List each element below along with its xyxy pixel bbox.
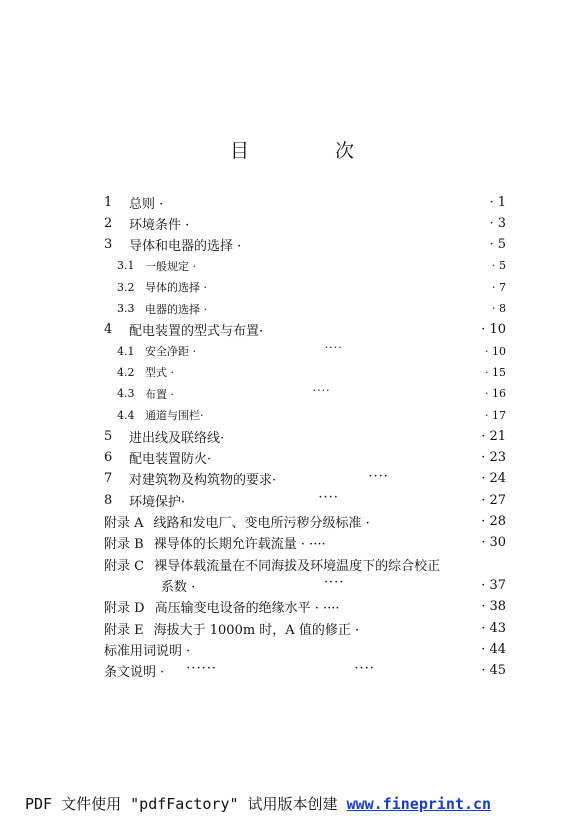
toc-entry-appendix-label: 附录 B	[104, 537, 144, 553]
toc-entry-leader	[174, 362, 482, 382]
toc-entry-page: · 15	[482, 366, 506, 379]
toc-entry[interactable]	[104, 448, 506, 468]
toc-entry-page: · 5	[482, 237, 506, 252]
toc-entry-number: 5	[104, 428, 113, 444]
toc-entry-number: 4.2	[117, 365, 135, 379]
toc-entry-leader	[359, 618, 481, 638]
toc-entry-page: · 5	[482, 259, 506, 272]
toc-entry-title: 进出线及联络线·	[129, 430, 225, 446]
toc-entry[interactable]	[117, 405, 506, 425]
toc-entry-dots: ····	[354, 660, 375, 676]
toc-entry-leader	[189, 213, 482, 233]
toc-entry-title: 裸导体的长期允许载流量 · ····	[153, 537, 326, 553]
toc-entry-dots: ····	[323, 575, 345, 591]
toc-entry-number: 6	[104, 450, 113, 466]
toc-entry-number: 4.3	[117, 387, 135, 401]
toc-entry-title: 导体的选择 ·	[145, 281, 207, 295]
toc-entry-number: 4.1	[117, 344, 135, 358]
toc-entry-page: · 3	[482, 216, 506, 231]
toc-entry-leader	[164, 661, 481, 681]
toc-entry-title: 一般规定 ·	[145, 259, 196, 273]
toc-entry-page: · 21	[481, 429, 506, 444]
toc-entry-page: · 30	[481, 535, 506, 550]
toc-entry-leader	[196, 341, 482, 361]
toc-entry[interactable]	[117, 362, 506, 382]
toc-entry-number: 2	[104, 215, 113, 231]
toc-entry-page: · 38	[481, 599, 506, 614]
footer-text: PDF 文件使用 "pdfFactory" 试用版本创建	[25, 795, 347, 813]
toc-entry-leader	[211, 448, 481, 468]
toc-entry-number: 3	[104, 237, 113, 253]
toc-entry-number: 4.4	[117, 408, 135, 422]
toc-entry[interactable]	[104, 618, 506, 638]
toc-entry[interactable]	[104, 661, 506, 681]
toc-entry-number: 8	[104, 492, 113, 508]
toc-entry-page: · 8	[482, 302, 506, 315]
toc-entry-title: 配电装置的型式与布置·	[129, 324, 264, 340]
toc-entry-title: 裸导体载流量在不同海拔及环境温度下的综合校正	[154, 558, 441, 574]
toc-entry-leader	[370, 512, 481, 532]
toc-entry-title: 配电装置防火·	[129, 452, 212, 468]
toc-entry-appendix-label: 附录 A	[104, 516, 144, 531]
toc-entry-leader	[190, 639, 481, 659]
toc-entry-number: 7	[104, 471, 113, 487]
toc-entry-page: · 10	[482, 345, 506, 358]
toc-entry-leader	[207, 277, 482, 297]
toc-entry-appendix-label: 附录 C	[104, 558, 145, 574]
toc-entry-dots: ····	[312, 383, 331, 397]
toc-entry[interactable]	[104, 512, 506, 532]
toc-entry-title: 通道与围栏·	[145, 409, 204, 422]
toc-entry-dots: ······	[186, 660, 218, 676]
toc-entry-leader	[204, 405, 483, 425]
toc-entry-page: · 27	[481, 493, 506, 508]
toc-entry-number: 3.3	[117, 302, 135, 315]
toc-entry-title: 环境保护·	[129, 494, 186, 510]
toc-entry-leader	[185, 490, 481, 510]
toc-entry-page: · 44	[481, 642, 506, 657]
toc-entry[interactable]	[104, 554, 506, 574]
toc-entry-page: · 45	[481, 663, 506, 678]
toc-entry[interactable]	[117, 341, 506, 361]
toc-entry-title: 线路和发电厂、变电所污秽分级标准 ·	[153, 516, 370, 531]
toc-entry[interactable]	[104, 426, 506, 446]
toc-entry[interactable]	[104, 213, 506, 233]
toc-entry-title: 对建筑物及构筑物的要求·	[129, 473, 277, 489]
toc-entry[interactable]	[104, 192, 506, 212]
toc-entry-appendix-label: 附录 E	[104, 622, 144, 638]
toc-entry-page: · 28	[481, 514, 506, 529]
toc-entry-number: 3.1	[117, 259, 135, 273]
toc-entry-title: 系数 ·	[161, 579, 196, 595]
toc-entry-dots: ····	[318, 490, 339, 506]
toc-entry-page: · 43	[481, 621, 506, 636]
toc-entry[interactable]	[104, 235, 506, 255]
toc-entry-leader	[196, 256, 482, 276]
toc-entry[interactable]	[104, 639, 506, 659]
toc-entry-leader	[207, 299, 482, 319]
toc-entry-leader	[440, 554, 506, 574]
toc-entry-title: 安全净距 ·	[145, 345, 196, 359]
toc-entry[interactable]	[117, 299, 506, 319]
footer-link[interactable]: www.fineprint.cn	[346, 795, 492, 813]
toc-entry-leader	[163, 192, 482, 212]
toc-entry-dots: ····	[324, 341, 343, 355]
toc-entry[interactable]	[117, 256, 506, 276]
toc-entry-page: · 7	[482, 281, 506, 294]
toc-entry-leader	[263, 320, 481, 340]
toc-entry-leader	[340, 597, 482, 617]
toc-entry-title: 型式 ·	[145, 366, 174, 380]
toc-entry-page: · 10	[481, 322, 506, 337]
toc-entry-leader	[174, 384, 482, 404]
toc-entry-number: 4	[104, 322, 113, 338]
toc-entry-title: 总则 ·	[129, 196, 164, 212]
toc-entry-page: · 16	[482, 387, 506, 400]
toc-entry[interactable]	[104, 490, 506, 510]
toc-entry-title: 导体和电器的选择 ·	[129, 239, 242, 255]
toc-entry[interactable]	[104, 320, 506, 340]
toc-entry-page: · 24	[481, 471, 506, 486]
toc-entry-title: 电器的选择 ·	[145, 302, 207, 316]
toc-entry-number: 1	[104, 194, 113, 210]
toc-title: 目 次	[229, 140, 395, 162]
toc-entry[interactable]	[117, 277, 506, 297]
toc-entry-title: 条文说明 ·	[104, 665, 165, 681]
toc-entry-title: 高压输变电设备的绝缘水平 · ····	[154, 601, 340, 617]
toc-entry-page: · 17	[482, 409, 506, 422]
toc-entry[interactable]	[104, 597, 506, 617]
toc-entry-leader	[276, 469, 481, 489]
pdf-footer	[25, 793, 491, 814]
toc-entry-leader	[195, 575, 481, 595]
toc-entry[interactable]	[104, 469, 506, 489]
toc-entry-title: 布置 ·	[145, 387, 174, 401]
toc-entry-dots: ····	[368, 468, 389, 484]
toc-entry-page: · 1	[482, 195, 506, 210]
toc-entry-page: · 23	[481, 450, 506, 465]
toc-entry-appendix-label: 附录 D	[104, 601, 145, 617]
toc-entry-page: · 37	[481, 578, 506, 593]
toc-entry[interactable]	[104, 533, 506, 553]
toc-entry-leader	[224, 426, 481, 446]
toc-entry-leader	[326, 533, 482, 553]
toc-entry[interactable]	[117, 384, 506, 404]
toc-entry-number: 3.2	[117, 280, 135, 294]
toc-entry[interactable]	[161, 575, 506, 595]
toc-entry-title: 海拔大于 1000m 时，A 值的修正 ·	[153, 622, 360, 638]
toc-entry-title: 环境条件 ·	[129, 217, 190, 233]
toc-entry-title: 标准用词说明 ·	[104, 643, 191, 659]
toc-entry-leader	[241, 235, 482, 255]
